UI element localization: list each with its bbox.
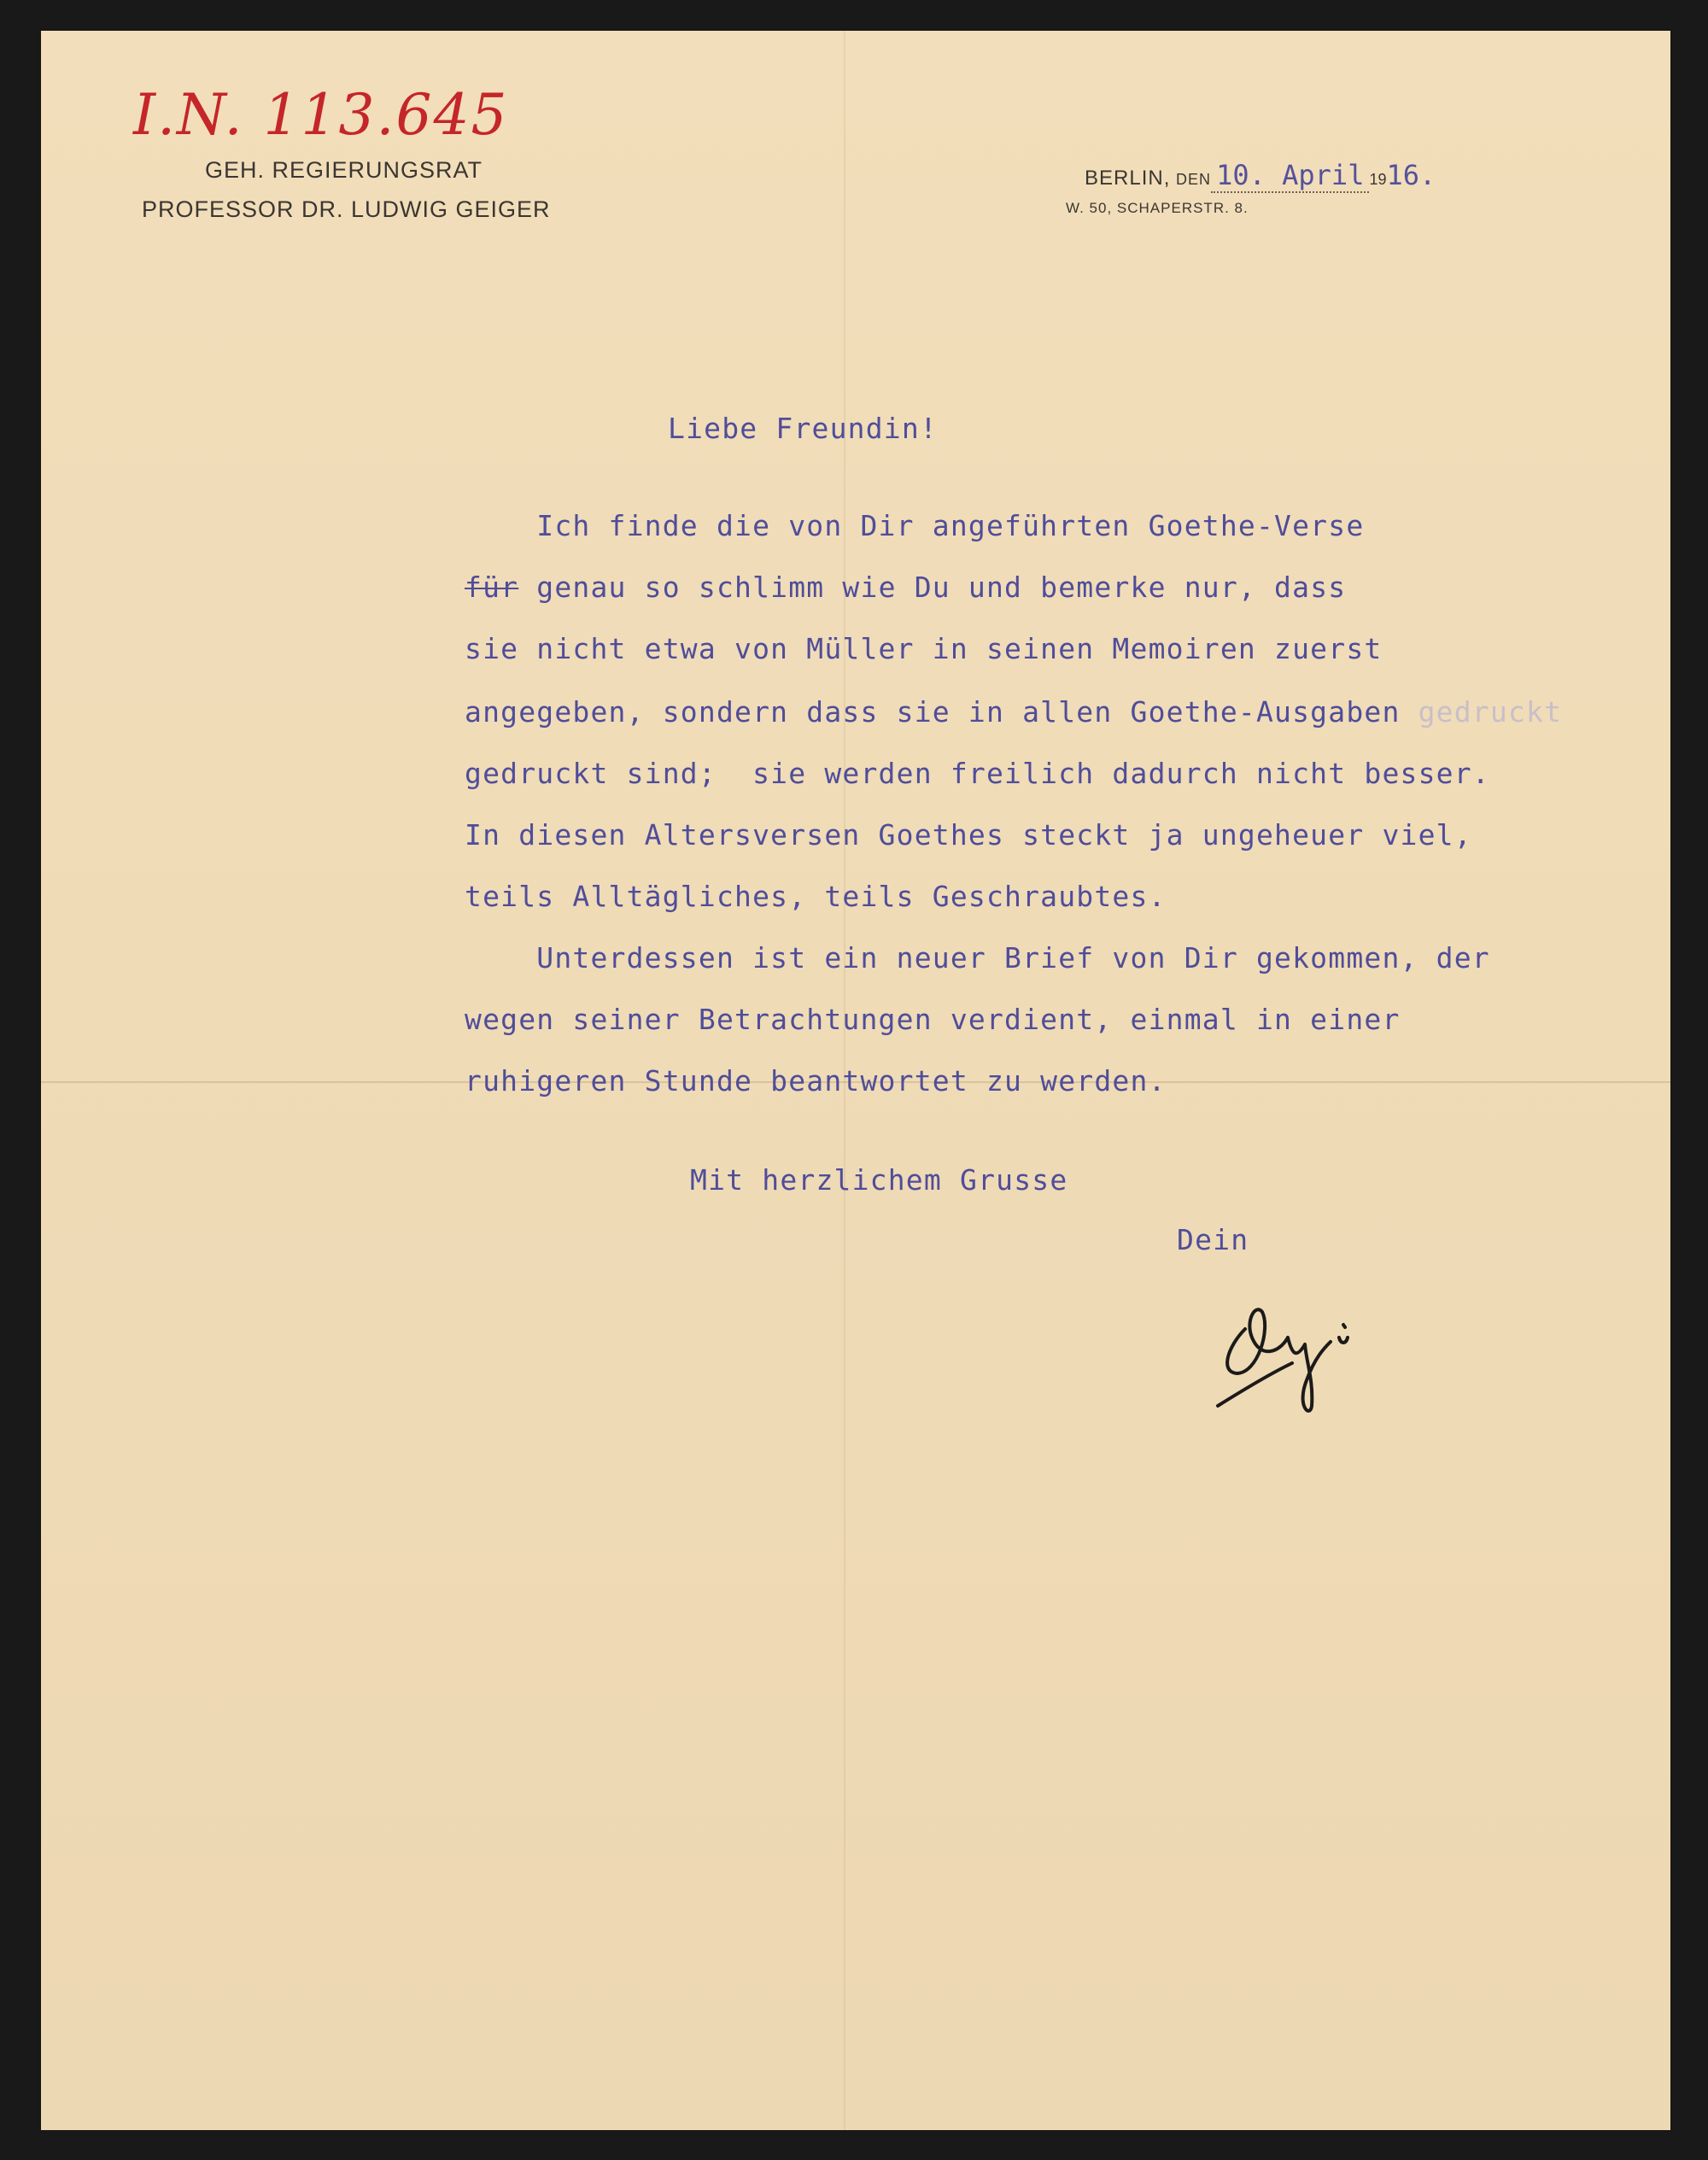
- letter-line-2-text: genau so schlimm wie Du und bemerke nur, dass: [536, 571, 1347, 604]
- handwritten-signature: [1211, 1278, 1433, 1423]
- dateline: [1085, 159, 1436, 193]
- dateline-den: DEN: [1176, 171, 1212, 188]
- letter-line-4-text: angegeben, sondern dass sie in allen Goethe-Ausgaben: [465, 695, 1401, 729]
- letter-line-9: wegen seiner Betrachtungen verdient, einmal in einer: [465, 1003, 1401, 1036]
- closing: Mit herzlichem Grusse: [690, 1163, 1068, 1197]
- sign-off: Dein: [1177, 1223, 1249, 1256]
- dateline-address: W. 50, SCHAPERSTR. 8.: [1066, 200, 1249, 216]
- letter-line-1: Ich finde die von Dir angeführten Goethe-Verse: [465, 509, 1365, 542]
- letterhead-title: GEH. REGIERUNGSRAT: [205, 157, 483, 183]
- dateline-city: BERLIN,: [1085, 167, 1171, 190]
- letterhead-name: PROFESSOR DR. LUDWIG GEIGER: [142, 196, 551, 222]
- struck-word: für: [465, 571, 519, 604]
- archive-number: I.N. 113.645: [133, 82, 509, 148]
- dateline-year-prefix: 19: [1369, 171, 1387, 188]
- letter-line-10: ruhigeren Stunde beantwortet zu werden.: [465, 1064, 1167, 1098]
- dateline-year-suffix: 16.: [1386, 159, 1436, 191]
- salutation: Liebe Freundin!: [668, 412, 939, 445]
- letter-line-8: Unterdessen ist ein neuer Brief von Dir gekommen, der: [465, 941, 1490, 975]
- letter-line-5: gedruckt sind; sie werden freilich dadurch nicht besser.: [465, 757, 1490, 790]
- letter-page: [41, 31, 1670, 2130]
- letter-line-4: [465, 695, 1562, 729]
- letter-line-2: [465, 571, 1346, 604]
- faded-word: gedruckt: [1418, 695, 1563, 729]
- letter-line-6: In diesen Altersversen Goethes steckt ja ungeheuer viel,: [465, 818, 1472, 852]
- dateline-date: 10. April: [1211, 159, 1369, 193]
- letter-line-3: sie nicht etwa von Müller in seinen Memoiren zuerst: [465, 632, 1383, 665]
- letter-line-7: teils Alltägliches, teils Geschraubtes.: [465, 880, 1167, 913]
